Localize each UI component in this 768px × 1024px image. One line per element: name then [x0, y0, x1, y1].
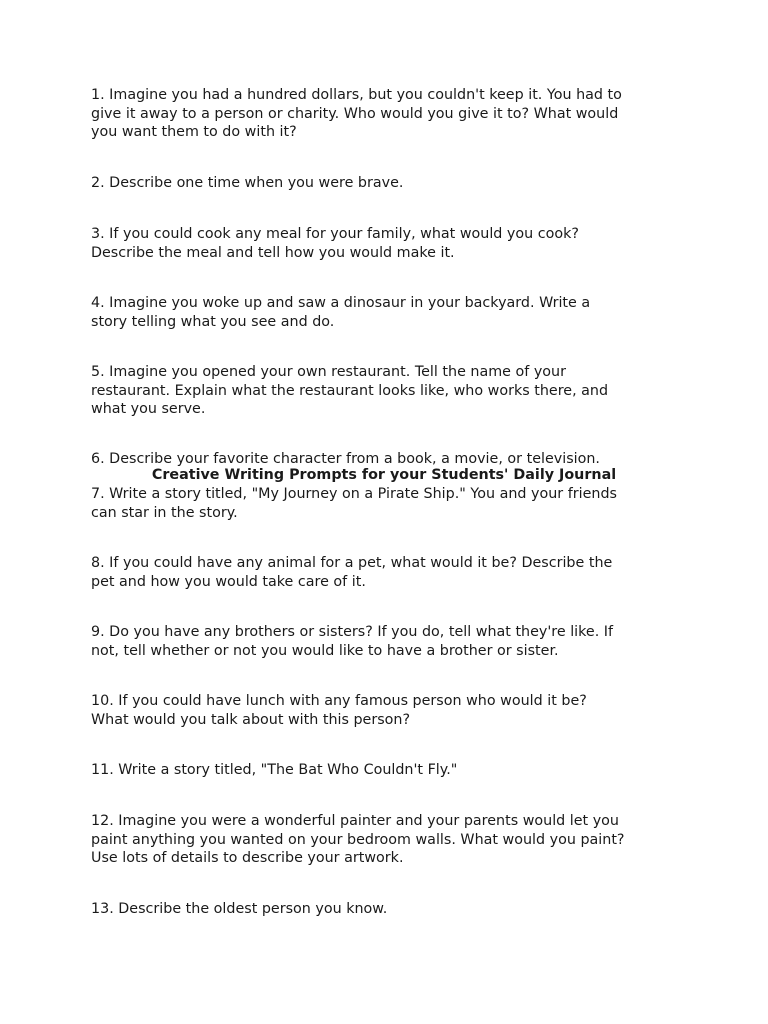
prompt-11: 11. Write a story titled, "The Bat Who Couldn't Fly." — [91, 762, 458, 778]
prompt-5: 5. Imagine you opened your own restaurant. Tell the name of your restaurant. Explain what the restaurant looks like, who works there, and what you serve. — [91, 364, 609, 417]
prompt-8: 8. If you could have any animal for a pet, what would it be? Describe the pet and how you would take care of it. — [91, 555, 613, 590]
prompt-6: 6. Describe your favorite character from a book, a movie, or television. — [91, 451, 600, 467]
prompt-7: 7. Write a story titled, "My Journey on a Pirate Ship." You and your friends can star in the story. — [91, 486, 617, 521]
prompt-4: 4. Imagine you woke up and saw a dinosaur in your backyard. Write a story telling what you see and do. — [91, 295, 591, 330]
prompt-2: 2. Describe one time when you were brave. — [91, 175, 404, 191]
prompt-10: 10. If you could have lunch with any famous person who would it be? What would you talk about with this person? — [91, 693, 587, 728]
prompt-13: 13. Describe the oldest person you know. — [91, 901, 388, 917]
prompt-9: 9. Do you have any brothers or sisters? If you do, tell what they're like. If not, tell whether or not you would like to have a brother or sister. — [91, 624, 614, 659]
prompt-1: 1. Imagine you had a hundred dollars, but you couldn't keep it. You had to give it away to a person or charity. Who would you give it to? What would you want them to do with it? — [91, 87, 622, 140]
document-title: Creative Writing Prompts for your Students' Daily Journal — [151, 467, 617, 483]
prompt-12: 12. Imagine you were a wonderful painter and your parents would let you paint anything you wanted on your bedroom walls. What would you paint? Use lots of details to describe your artwork. — [91, 813, 625, 866]
prompt-3: 3. If you could cook any meal for your family, what would you cook? Describe the meal and tell how you would make it. — [91, 226, 579, 261]
